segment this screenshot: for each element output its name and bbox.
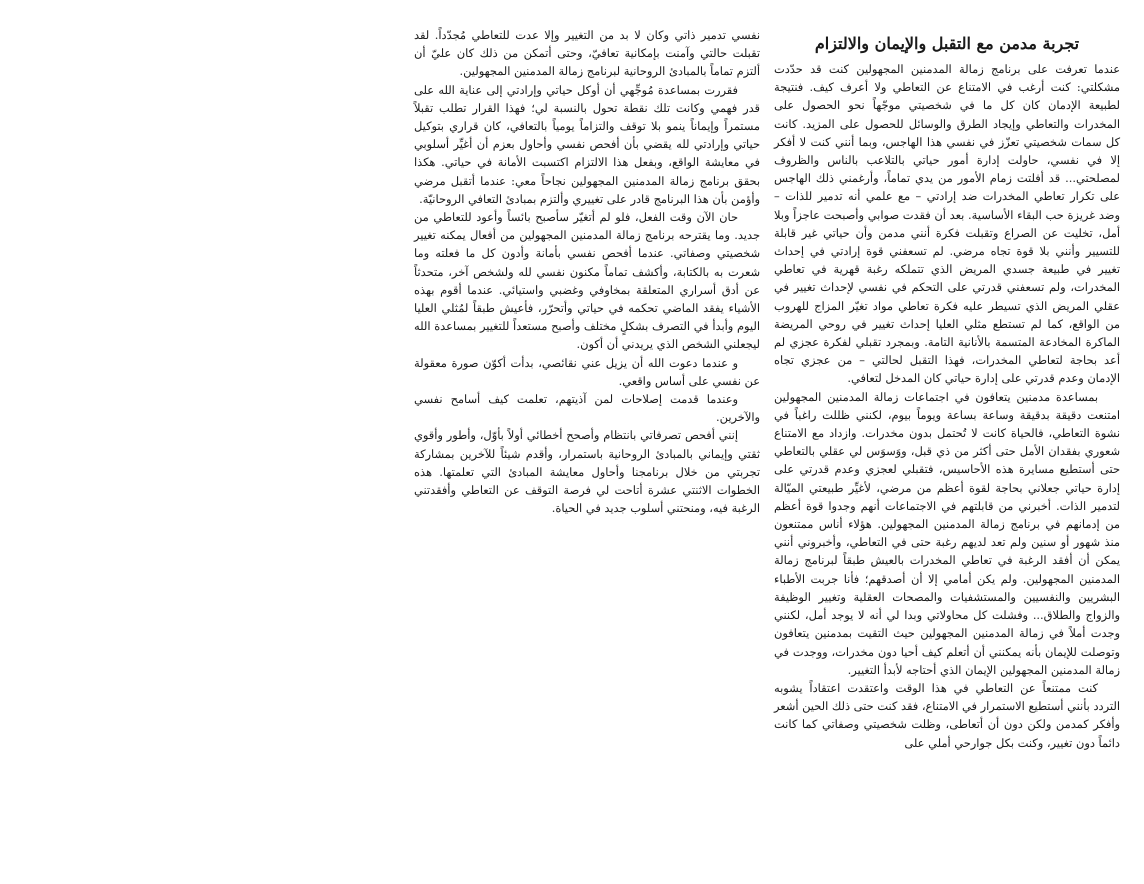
paragraph: كنت ممتنعاً عن التعاطي في هذا الوقت واعتقدت اعتقاداً يشوبه التردد بأنني أستطيع الاستمرار في الامتناع، فقد كنت حتى ذلك الحين أشعر وأفكر كمدمن ولكن دون أن أتعاطى، وظلت شخصيتي وصفاتي كما كانت دائماً دون تغيير، وكنت بكل جوارحي أملي على [774, 680, 1120, 750]
article-title: تجربة مدمن مع التقبل والإيمان والالتزام [814, 34, 1080, 53]
paragraph: فقررت بمساعدة مُوجِّهي أن أوكل حياتي وإرادتي إلى عناية الله على قدر فهمي وكانت تلك نقطة تحول بالنسبة لي؛ فهذا القرار تطلب تقبلاً مستمراً وإيماناً ينمو بلا توقف والتزاماً يومياً بالتعافي، كان قراري بتوكيل حياتي وإرادتي لله يقضي بأن أفحص نفسي وأحاول بعزم أن أغيِّر أسلوبي في معايشة الواقع، وبفعل هذا الالتزام اكتسبت الأمانة في حياتي. هكذا بحقق برنامج زمالة المدمنين المجهولين نجاحاً معي: عندما أتقبل مرضي وأؤمن بأن هذا البرنامج قادر على تغييري وألتزم بمبادئ التعافي الروحانيّة. [414, 82, 760, 206]
paragraph: نفسي تدمير ذاتي وكان لا بد من التغيير وإلا عدت للتعاطي مُجدّداً. لقد تقبلت حالتي وآمنت بإمكانية تعافيّ، وحتى أتمكن من ذلك كان عليّ أن ألتزم تماماً بالمبادئ الروحانية لبرنامج زمالة المدمنين المجهولين. [414, 28, 760, 79]
paragraph: بمساعدة مدمنين يتعافون في اجتماعات زمالة المدمنين المجهولين امتنعت دقيقة بدقيقة وساعة بساعة ويوماً بيوم، لكنني ظللت راغباً في نشوة التعاطي، فالحياة كانت لا تُحتمل بدون مخدرات. وازداد مع الامتناع شعوري بفقدان الأمل حتى أكثر من ذي قبل، ووَسوَس لي عقلي بالتعاطي حتى أستطيع مسايرة هذه الأحاسيس، فتقبلي لعجزي وعدم قدرتي على إدارة حياتي جعلاني بحاجة لقوة أعظم من مرضي، لأغيِّر طبيعتي الميّالة لتدمير الذات. أخبرني من قابلتهم في الاجتماعات أنهم وجدوا قوة أعظم من إدمانهم في برنامج زمالة المدمنين المجهولين. هؤلاء أناس ممتنعون منذ شهور أو سنين ولم تعد لديهم رغبة حتى في التعاطي، وأخبروني أنني يمكن أن أفقد الرغبة في تعاطي المخدرات بالعيش طبقاً لبرنامج زمالة المدمنين المجهولين. ولم يكن أمامي إلا أن أصدقهم؛ فأنا جربت الأطباء البشريين والنفسيين والمستشفيات والمصحات العقلية وتغيير الوظيفة والزواج والطلاق... وفشلت كل محاولاتي وبدا لي أنه لا يوجد أمل، لكنني وجدت أملاً في زمالة المدمنين المجهولين حيث التقيت بمدمنين يتعافون وتوصلت للإيمان بأنه يمكنني أن أتعلم كيف أحيا دون مخدرات، ووجدت في زمالة المدمنين المجهولين الإيمان الذي أحتاجه لأبدأ التغيير. [774, 389, 1120, 677]
paragraph: إنني أفحص تصرفاتي بانتظام وأصحح أخطائي أولاً بأوّل، وأطور وأقوي ثقتي وإيماني بالمبادئ الروحانية باستمرار، وأقدم شيئاً للآخرين بمشاركة تجربتي من خلال برنامجنا وأحاول معايشة المبادئ التي تعلمتها. هذه الخطوات الاثنتي عشرة أتاحت لي فرصة التوقف عن التعاطي وأفقدتني الرغبة فيه، ومنحتني أسلوب جديد في الحياة. [414, 428, 760, 516]
paragraph: وعندما قدمت إصلاحات لمن آذيتهم، تعلمت كيف أسامح نفسي والآخرين. [414, 392, 760, 425]
paragraph: حان الآن وقت الفعل، فلو لم أتغيّر سأصبح بائساً وأعود للتعاطي من جديد. وما يقترحه برنامج زمالة المدمنين المجهولين من أفعال يمكنه تغيير شخصيتي وصفاتي. عندما أفحص نفسي بأمانة وأدون كل ما فعلته وما شعرت به بالكتابة، وأكشف تماماً مكنون نفسي لله ولشخص آخر، متحدثاً عن أدق أسراري المتعلقة بمخاوفي وغضبي واستيائي. عندما أقوم بهذه الأشياء يفقد الماضي تحكمه في حياتي وأتحرّر، فأعيش طبقاً لمُثلي العليا اليوم وأبدأ في التصرف بشكلٍ مختلف وأصبح مستعداً للتغيير بمساعدة الله ليجعلني الشخص الذي يريدني أن أكون. [414, 210, 760, 352]
left-column [414, 26, 760, 517]
right-column [774, 34, 1120, 752]
paragraph: و عندما دعوت الله أن يزيل عني نقائصي، بدأت أكوّن صورة معقولة عن نفسي على أساس واقعي. [414, 355, 760, 388]
paragraph: عندما تعرفت على برنامج زمالة المدمنين المجهولين كنت قد حدّدت مشكلتي: كنت أرغب في الامتناع عن التعاطي ولا أعرف كيف. فنتيجة لطبيعة الإدمان كان كل ما في شخصيتي موجّهاً نحو الحصول على المخدرات والتعاطي وإيجاد الطرق والوسائل للحصول على المزيد. كانت كل سمات شخصيتي تعزّز في نفسي هذا الهاجس، وبما أنني كنت لا أفكر إلا في نفسي، حاولت إدارة أمور حياتي بالتلاعب بالناس والظروف لمصلحتي... قد أفلتت زمام الأمور من يدي تماماً، وأرغمني ذلك الهاجس على تكرار تعاطي المخدرات ضد إرادتي – مع علمي أنه تدمير للذات – وضد غريزة حب البقاء الأساسية. بعد أن فقدت صوابي وأصبحت عاجزاً وبلا أمل، تخليت عن الصراع وتقبلت فكرة أنني مدمن وأن حياتي غير قابلة للتسيير وأنني بلا قوة تجاه مرضي. لم تسعفني قوة إرادتي في إحداث تغيير في طبيعة جسدي المريض الذي تتملكه رغبة قهرية في تعاطي المخدرات، ولم تسعفني قدرتي على التحكم في نفسي لإحداث تغيير في عقلي المريض الذي تسيطر عليه فكرة تعاطي مواد تغيّر المزاج للهروب من الواقع، كما لم تستطع مثلي العليا إحداث تغيير في روحي المريضة الماكرة المخادعة المتسمة بالأنانية التامة. وبمجرد تقبلي لفكرة عجزي لم أعد بحاجة لتعاطي المخدرات، فهذا التقبل لحالتي – من عجزي تجاه الإدمان وعدم قدرتي على إدارة حياتي كان المدخل لتعافي. [774, 62, 1120, 386]
